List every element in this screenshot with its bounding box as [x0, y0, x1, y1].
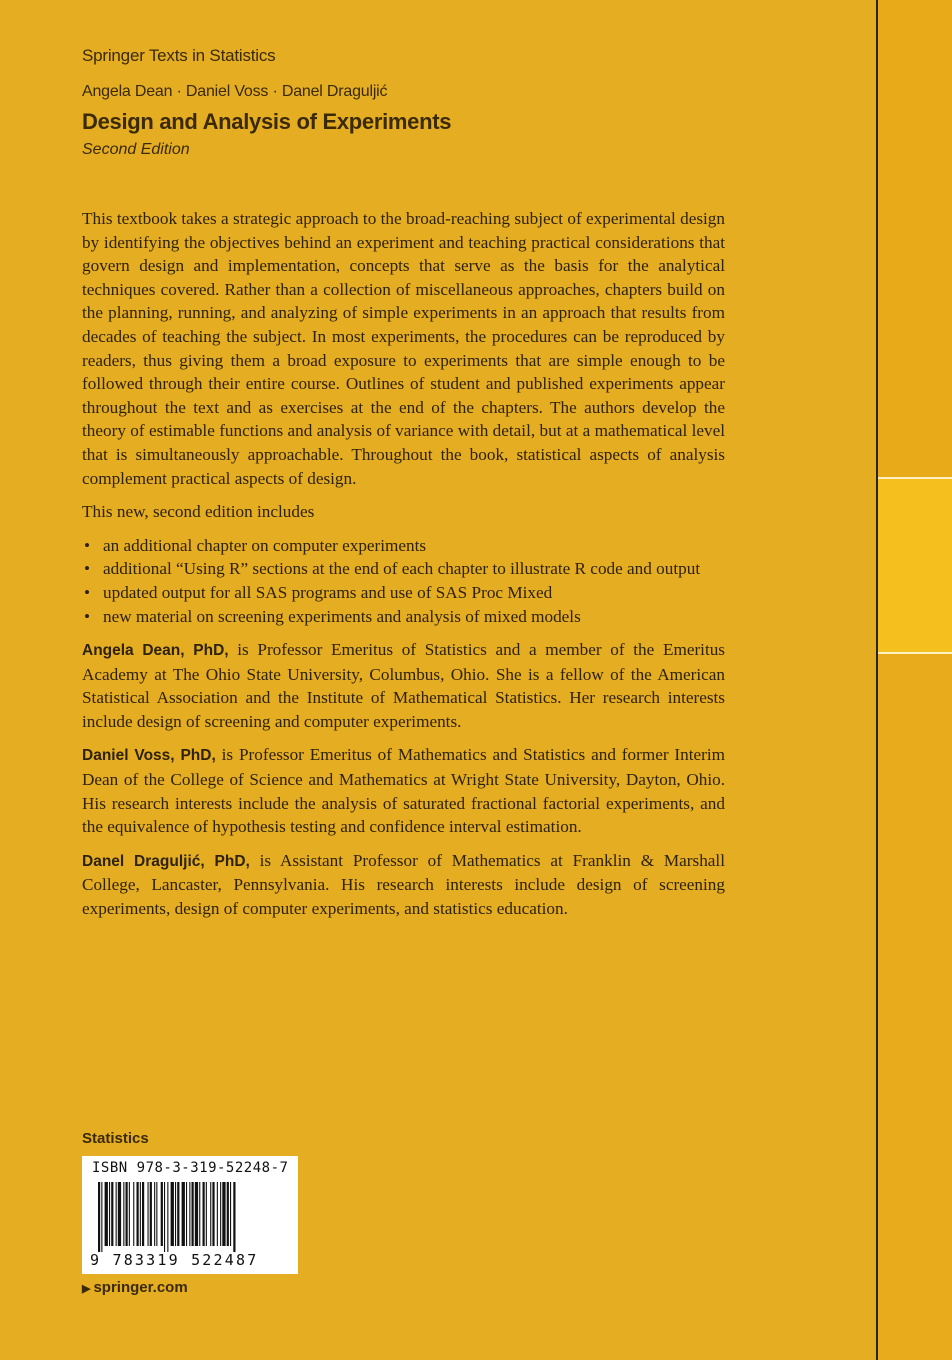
isbn-digits: 9 783319 522487	[90, 1251, 259, 1269]
website-text: springer.com	[93, 1279, 188, 1296]
bio-text: is Assistant Professor of Mathematics at Franklin & Marshall College, Lancaster, Pennsylvania. His research interests include design of screening experiments, design of computer experiments, and statistics education.	[82, 850, 725, 919]
bio-text: is Professor Emeritus of Statistics and a member of the Emeritus Academy at The Ohio State University, Columbus, Ohio. She is a fellow of the American Statistical Association and the Institute of Mathematical Statistics. Her research interests include design of screening and computer experiments.	[82, 640, 726, 731]
subject-category: Statistics	[82, 1130, 149, 1147]
edition-label: Second Edition	[82, 141, 190, 158]
author-bio-dean	[82, 638, 725, 733]
arrow-right-icon: ▶	[82, 1283, 91, 1295]
edition-intro: This new, second edition includes	[82, 502, 315, 522]
feature-list	[82, 534, 725, 628]
bio-name: Daniel Voss, PhD,	[82, 747, 216, 765]
cover-spine-band	[876, 0, 952, 1360]
band-bottom-panel	[876, 654, 952, 1360]
band-divider-bottom	[876, 652, 952, 654]
bio-name: Danel Draguljić, PhD,	[82, 852, 250, 870]
band-divider-top	[876, 477, 952, 479]
list-item: • additional “Using R” sections at the end of each chapter to illustrate R code and output	[103, 557, 725, 581]
band-top-panel	[876, 0, 952, 478]
barcode-bars	[88, 1182, 292, 1252]
description-paragraph: This textbook takes a strategic approach to the broad-reaching subject of experimental design by identifying the objectives behind an experiment and teaching practical considerations that govern design and implementation, concepts that serve as the basis for the analytical techniques covered. Rather than a collection of miscellaneous approaches, chapters build on the planning, running, and analyzing of simple experiments in an approach that results from decades of teaching the subject. In most experiments, the procedures can be reproduced by readers, thus giving them a broad exposure to experiments that are simple enough to be followed through their entire course. Outlines of student and published experiments appear throughout the text and as exercises at the end of the chapters. The authors develop the theory of estimable functions and analysis of variance with detail, but at a mathematical level that is simultaneously approachable. Throughout the book, statistical aspects of analysis complement practical aspects of design.	[82, 209, 725, 488]
spine-edge-line	[876, 0, 878, 1360]
bio-name: Angela Dean, PhD,	[82, 642, 229, 660]
author-bio-voss	[82, 743, 725, 838]
back-cover-text	[82, 207, 725, 931]
list-item: • new material on screening experiments and analysis of mixed models	[103, 605, 725, 629]
list-item: • updated output for all SAS programs and use of SAS Proc Mixed	[103, 581, 725, 605]
author-bio-draguljic	[82, 849, 725, 921]
band-highlight-panel	[876, 478, 952, 654]
website-link[interactable]	[82, 1279, 188, 1296]
list-item: • an additional chapter on computer experiments	[103, 534, 725, 558]
author-list: Angela Dean · Daniel Voss · Danel Draguljić	[82, 83, 388, 100]
isbn-label: ISBN 978-3-319-52248-7	[92, 1160, 289, 1176]
series-title: Springer Texts in Statistics	[82, 46, 276, 65]
isbn-barcode	[82, 1156, 298, 1274]
book-title: Design and Analysis of Experiments	[82, 109, 452, 134]
bio-text: is Professor Emeritus of Mathematics and Statistics and former Interim Dean of the College of Science and Mathematics at Wright State University, Dayton, Ohio. His research interests include the analysis of saturated fractional factorial experiments, and the equivalence of hypothesis testing and confidence interval estimation.	[82, 745, 725, 837]
